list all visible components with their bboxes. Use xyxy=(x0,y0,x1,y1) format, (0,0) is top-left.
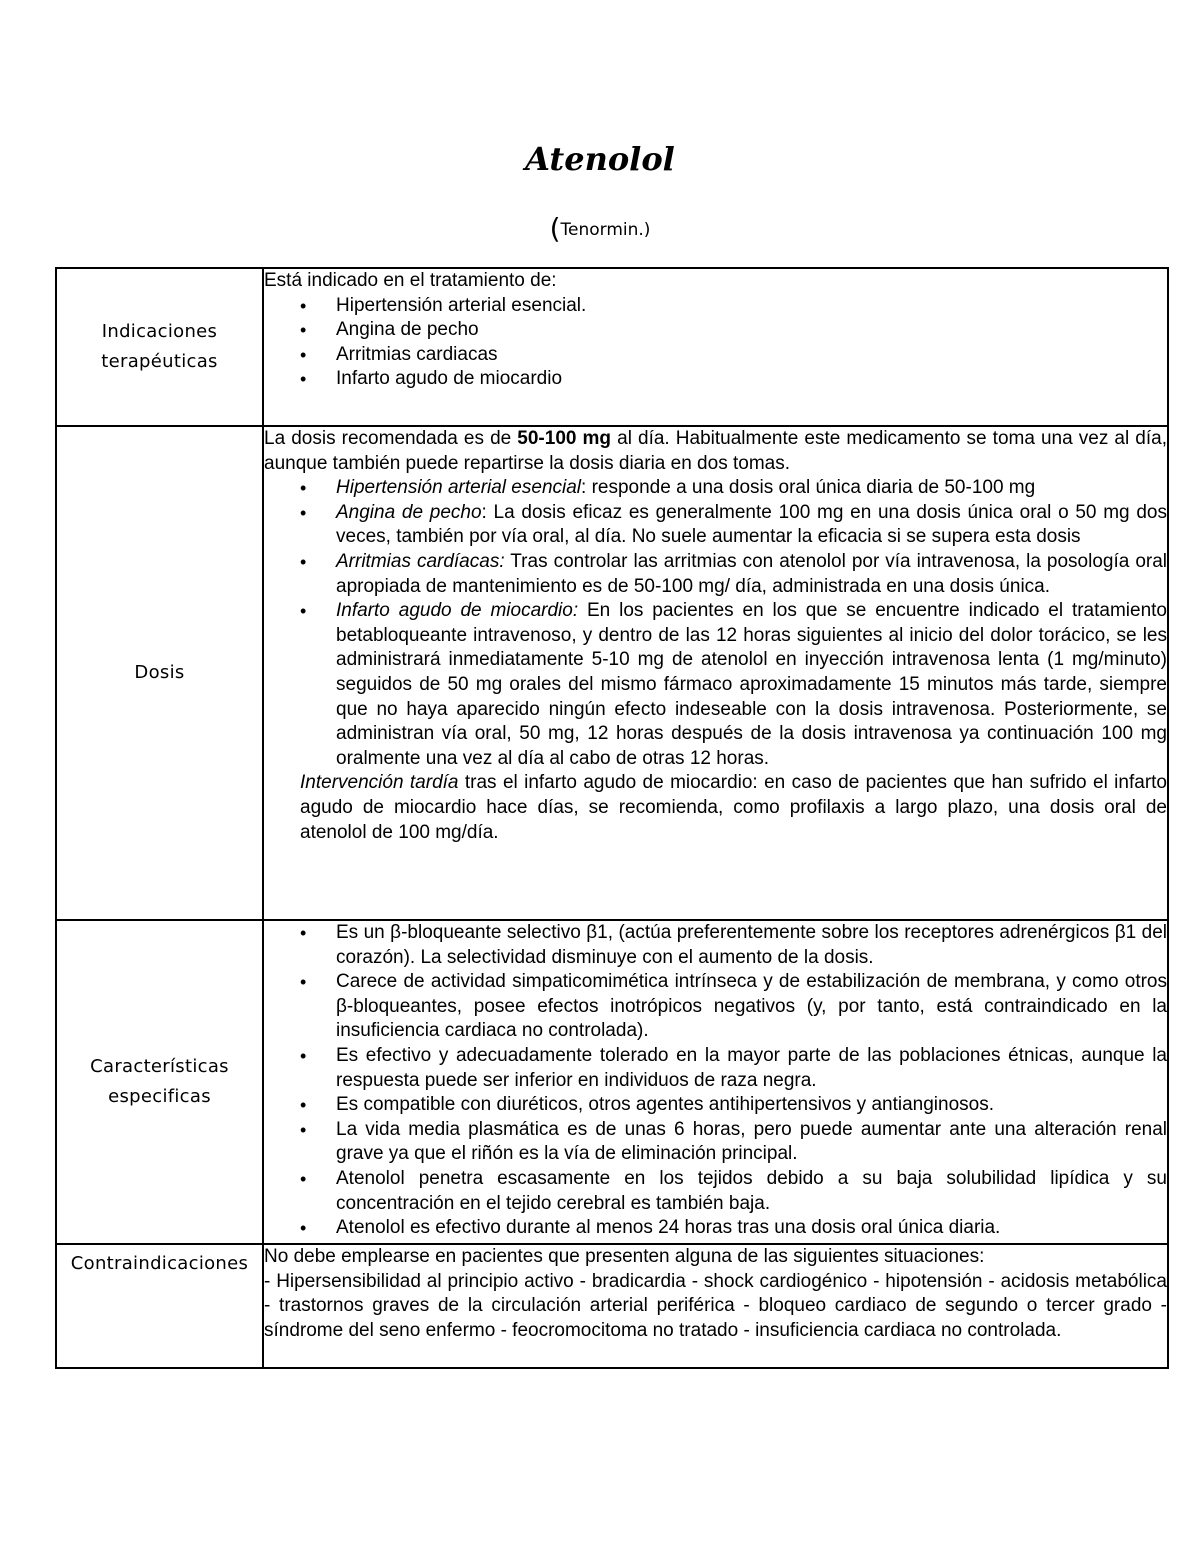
list-item: • Es un β-bloqueante selectivo β1, (actúa preferentemente sobre los receptores adrenérgicos β1 del corazón). La selectividad disminuye con el aumento de la dosis. xyxy=(336,921,1167,970)
dosis-term: Arritmias cardíacas: xyxy=(336,550,505,572)
list-item: • La vida media plasmática es de unas 6 horas, pero puede aumentar ante una alteración renal grave ya que el riñón es la vía de eliminación principal. xyxy=(336,1118,1167,1167)
drug-info-table xyxy=(55,267,1169,1369)
list-item: • Hipertensión arterial esencial. xyxy=(336,294,1167,319)
contraindicaciones-list: - Hipersensibilidad al principio activo - bradicardia - shock cardiogénico - hipotensión - acidosis metabólica - trastornos graves de la circulación arterial periférica - bloqueo cardiaco de segundo o tercer grado - síndrome del seno enfermo - feocromocitoma no tratado - insuficiencia cardiaca no controlada. xyxy=(264,1270,1167,1341)
list-item: • Arritmias cardiacas xyxy=(336,343,1167,368)
caracteristicas-list xyxy=(264,921,1167,1241)
content-dosis xyxy=(263,426,1168,920)
dosis-term: Angina de pecho xyxy=(336,501,482,523)
label-caracteristicas-line1: Características xyxy=(90,1056,229,1077)
label-indicaciones-line1: Indicaciones xyxy=(101,321,218,342)
list-item xyxy=(336,476,1167,501)
subtitle-open-paren: ( xyxy=(549,212,561,245)
list-item xyxy=(336,501,1167,550)
content-caracteristicas xyxy=(263,920,1168,1244)
dosis-intro-bold: 50-100 mg xyxy=(517,428,612,449)
label-indicaciones-line2: terapéuticas xyxy=(101,351,218,372)
indicaciones-intro: Está indicado en el tratamiento de: xyxy=(264,270,557,291)
content-contraindicaciones xyxy=(263,1244,1168,1368)
dosis-intro-a: La dosis recomendada es de xyxy=(264,428,518,449)
indicaciones-list xyxy=(264,294,1167,392)
tardia-term: Intervención tardía xyxy=(300,772,459,794)
row-dosis xyxy=(56,426,1168,920)
list-item: • Atenolol penetra escasamente en los tejidos debido a su baja solubilidad lipídica y su concentración en el tejido cerebral es también baja. xyxy=(336,1167,1167,1216)
document-title: Atenolol xyxy=(525,140,675,178)
row-indicaciones xyxy=(56,268,1168,426)
dosis-text: : responde a una dosis oral única diaria de 50-100 mg xyxy=(581,477,1036,499)
tardia-text: tras el infarto agudo de miocardio: en caso de pacientes que han sufrido el infarto agudo de miocardio hace días, se recomienda, como profilaxis a largo plazo, una dosis oral de atenolol de 100 mg/día. xyxy=(300,772,1167,843)
label-dosis-text: Dosis xyxy=(134,662,185,683)
label-indicaciones xyxy=(56,268,263,426)
label-caracteristicas-line2: especificas xyxy=(108,1086,211,1107)
row-contraindicaciones xyxy=(56,1244,1168,1368)
list-item xyxy=(336,550,1167,599)
dosis-list xyxy=(264,476,1167,771)
contraindicaciones-intro: No debe emplearse en pacientes que presenten alguna de las siguientes situaciones: xyxy=(264,1246,985,1267)
document-subtitle xyxy=(0,212,1200,245)
dosis-term: Infarto agudo de miocardio: xyxy=(336,600,579,622)
content-indicaciones xyxy=(263,268,1168,426)
label-dosis xyxy=(56,426,263,920)
dosis-text: : La dosis eficaz es generalmente 100 mg en una dosis única oral o 50 mg dos veces, también por vía oral, al día. No suele aumentar la eficacia si se supera esta dosis xyxy=(336,501,1167,548)
list-item xyxy=(336,599,1167,771)
dosis-text: Tras controlar las arritmias con atenolol por vía intravenosa, la posología oral apropiada de mantenimiento es de 50-100 mg/ día, administrada en una dosis única. xyxy=(336,550,1168,597)
list-item: • Angina de pecho xyxy=(336,318,1167,343)
label-contraindicaciones-text: Contraindicaciones xyxy=(70,1253,249,1274)
list-item: • Es efectivo y adecuadamente tolerado en la mayor parte de las poblaciones étnicas, aunque la respuesta puede ser inferior en individuos de raza negra. xyxy=(336,1044,1167,1093)
label-contraindicaciones xyxy=(56,1244,263,1368)
list-item: • Infarto agudo de miocardio xyxy=(336,367,1167,392)
list-item: • Es compatible con diuréticos, otros agentes antihipertensivos y antianginosos. xyxy=(336,1093,1167,1118)
dosis-intro-b: al día. Habitualmente este medicamento se toma una vez al día, aunque también puede repartirse la dosis diaria en dos tomas. xyxy=(264,428,1167,474)
list-item: • Atenolol es efectivo durante al menos 24 horas tras una dosis oral única diaria. xyxy=(336,1216,1167,1241)
row-caracteristicas xyxy=(56,920,1168,1244)
dosis-term: Hipertensión arterial esencial xyxy=(336,477,582,499)
dosis-text: En los pacientes en los que se encuentre indicado el tratamiento betabloqueante intravenoso, y dentro de las 12 horas siguientes al inicio del dolor torácico, se les administrará inmediatamente 5-10 mg de atenolol en inyección intravenosa lenta (1 mg/minuto) seguidos de 50 mg orales del mismo fármaco aproximadamente 15 minutos más tarde, siempre que no haya aparecido ningún efecto indeseable con la dosis intravenosa. Posteriormente, se administran vía oral, 50 mg, 12 horas después de la dosis intravenosa ya continuación 100 mg oralmente una vez al día al cabo de otras 12 horas. xyxy=(336,600,1167,769)
dosis-intro xyxy=(264,427,1167,476)
dosis-tardia xyxy=(264,771,1167,845)
label-caracteristicas xyxy=(56,920,263,1244)
list-item: • Carece de actividad simpaticomimética intrínseca y de estabilización de membrana, y como otros β-bloqueantes, posee efectos inotrópicos negativos (y, por tanto, está contraindicado en la insuficiencia cardiaca no controlada). xyxy=(336,970,1167,1044)
subtitle-text: Tenormin.) xyxy=(560,220,651,240)
